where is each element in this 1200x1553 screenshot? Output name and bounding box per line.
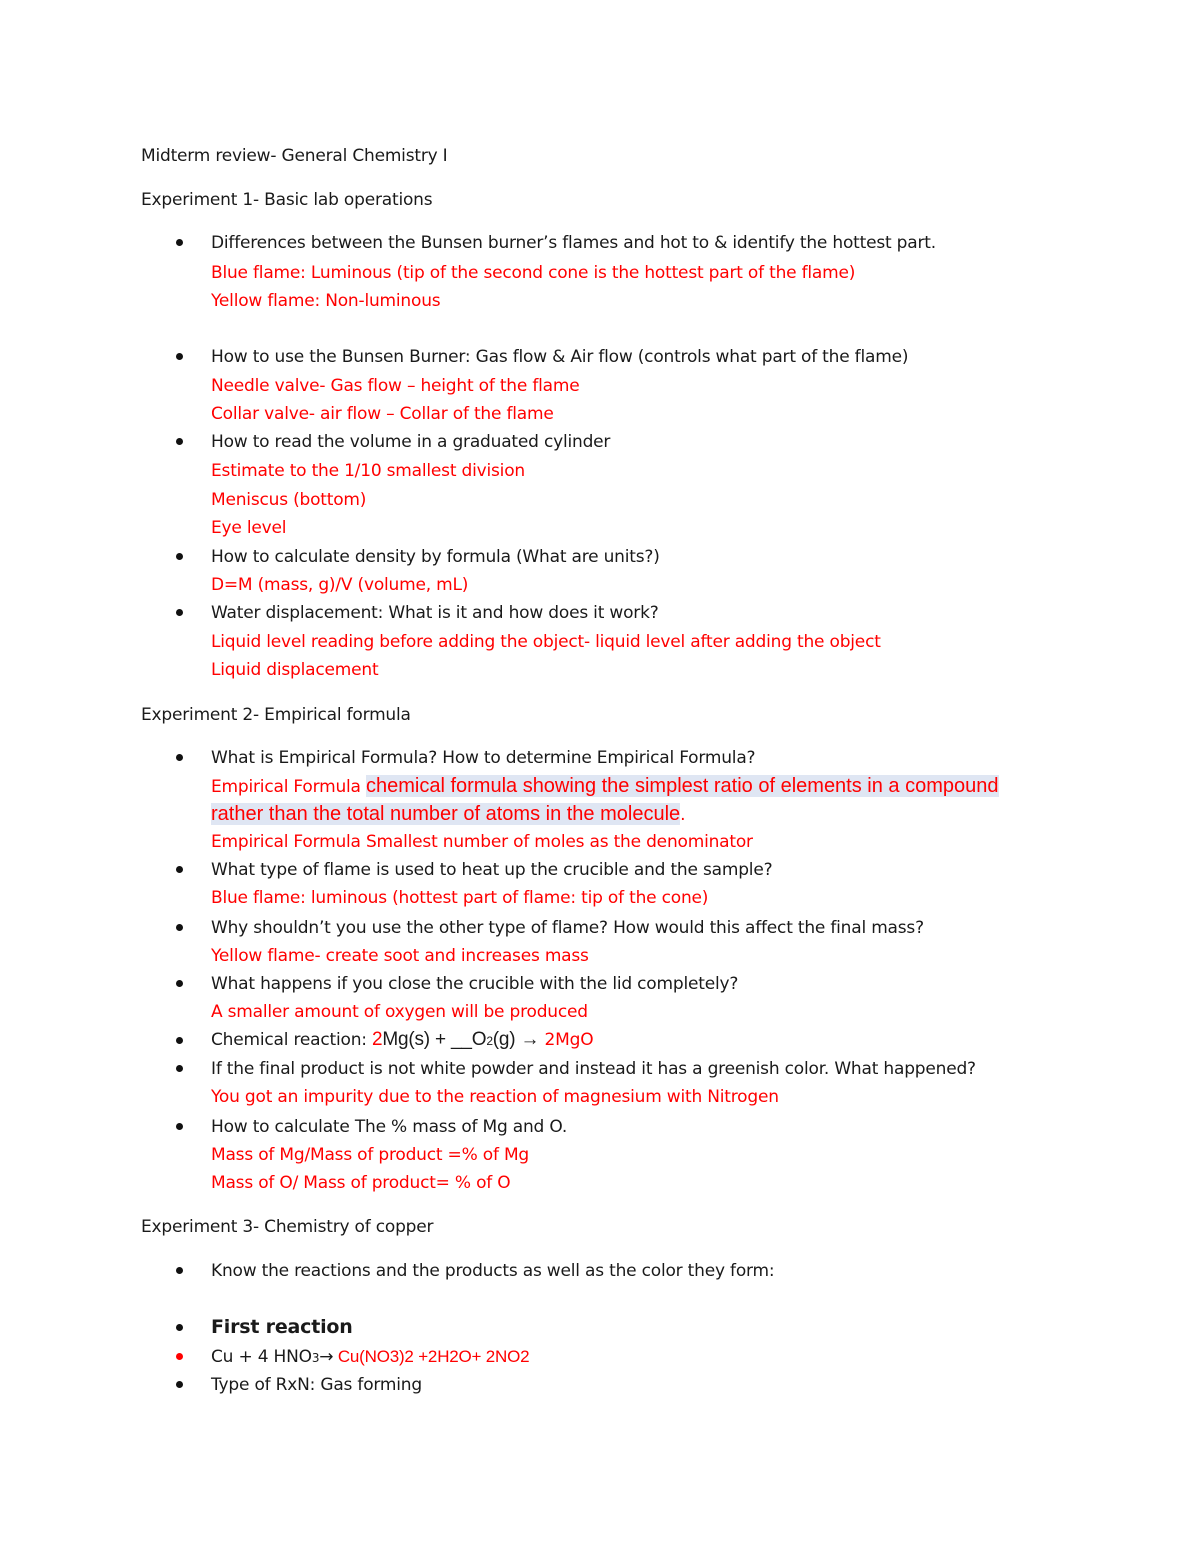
first-reaction-heading: First reaction (211, 1316, 353, 1338)
exp2-answer-6: You got an impurity due to the reaction of magnesium with Nitrogen (211, 1087, 779, 1107)
bullet (176, 1324, 183, 1331)
reaction-equation: Mg(s) + __O (382, 1029, 487, 1050)
exp1-answer-5b: Liquid displacement (211, 660, 379, 680)
copper-reaction (211, 1346, 529, 1369)
bullet (176, 1123, 183, 1130)
exp1-answer-3a: Estimate to the 1/10 smallest division (211, 461, 525, 481)
exp2-answer-2: Blue flame: luminous (hottest part of flame: tip of the cone) (211, 888, 709, 908)
exp1-answer-2a: Needle valve- Gas flow – height of the flame (211, 376, 580, 396)
exp2-chemical-reaction (211, 1029, 593, 1052)
exp2-question-6: If the final product is not white powder and instead it has a greenish color. What happened? (211, 1059, 976, 1079)
reaction-product: 2MgO (539, 1030, 594, 1050)
exp2-question-4: What happens if you close the crucible with the lid completely? (211, 974, 739, 994)
exp2-answer-7a: Mass of Mg/Mass of product =% of Mg (211, 1145, 530, 1165)
bullet (176, 1037, 183, 1044)
highlighted-definition-line1: chemical formula showing the simplest ratio of elements in a compound (365, 775, 999, 797)
exp1-question-4: How to calculate density by formula (What are units?) (211, 547, 660, 567)
exp2-question-2: What type of flame is used to heat up the crucible and the sample? (211, 860, 773, 880)
exp2-answer-1-prefix: Empirical Formula (211, 777, 366, 797)
exp1-answer-4: D=M (mass, g)/V (volume, mL) (211, 575, 469, 595)
bullet (176, 438, 183, 445)
reaction-type: Type of RxN: Gas forming (211, 1375, 422, 1395)
bullet (176, 866, 183, 873)
bullet (176, 980, 183, 987)
exp1-answer-3c: Eye level (211, 518, 287, 538)
exp2-answer-7b: Mass of O/ Mass of product= % of O (211, 1173, 511, 1193)
exp1-answer-1b: Yellow flame: Non-luminous (211, 291, 441, 311)
exp2-answer-4: A smaller amount of oxygen will be produced (211, 1002, 588, 1022)
exp2-answer-1b: Empirical Formula Smallest number of moles as the denominator (211, 832, 753, 852)
arrow-icon: → (520, 1029, 540, 1050)
exp1-question-3: How to read the volume in a graduated cylinder (211, 432, 611, 452)
bullet (176, 924, 183, 931)
highlighted-definition-line2: rather than the total number of atoms in the molecule (211, 803, 681, 825)
bullet (176, 1065, 183, 1072)
exp1-answer-1a: Blue flame: Luminous (tip of the second cone is the hottest part of the flame) (211, 263, 856, 283)
bullet (176, 754, 183, 761)
exp1-question-5: Water displacement: What is it and how does it work? (211, 603, 659, 623)
bullet (176, 1267, 183, 1274)
exp2-answer-3: Yellow flame- create soot and increases mass (211, 946, 589, 966)
exp2-answer-1-period: . (680, 805, 686, 825)
exp2-question-7: How to calculate The % mass of Mg and O. (211, 1117, 568, 1137)
exp1-heading: Experiment 1- Basic lab operations (141, 190, 433, 210)
reaction-reactants: Cu + 4 HNO (211, 1347, 312, 1367)
exp2-answer-1-line1 (211, 775, 999, 798)
bullet (176, 239, 183, 246)
reaction-subscript: 2 (486, 1034, 493, 1048)
exp1-answer-3b: Meniscus (bottom) (211, 490, 367, 510)
exp2-heading: Experiment 2- Empirical formula (141, 705, 411, 725)
reaction-equation-2: (g) (492, 1029, 521, 1050)
bullet (176, 1353, 183, 1360)
exp1-answer-2b: Collar valve- air flow – Collar of the flame (211, 404, 554, 424)
exp1-question-1: Differences between the Bunsen burner’s flames and hot to & identify the hottest part. (211, 233, 936, 253)
exp1-answer-5a: Liquid level reading before adding the object- liquid level after adding the object (211, 632, 881, 652)
reaction-coefficient: 2 (372, 1029, 383, 1050)
exp1-question-2: How to use the Bunsen Burner: Gas flow & Air flow (controls what part of the flame) (211, 347, 909, 367)
reaction-label: Chemical reaction: (211, 1030, 373, 1050)
reaction-subscript: 3 (311, 1351, 320, 1365)
arrow-icon: → (319, 1347, 334, 1367)
exp2-question-3: Why shouldn’t you use the other type of flame? How would this affect the final mass? (211, 918, 924, 938)
bullet (176, 1381, 183, 1388)
exp3-question-1: Know the reactions and the products as well as the color they form: (211, 1261, 775, 1281)
document-title: Midterm review- General Chemistry I (141, 146, 448, 166)
exp2-question-1: What is Empirical Formula? How to determine Empirical Formula? (211, 748, 756, 768)
reaction-products: Cu(NO3)2 +2H2O+ 2NO2 (333, 1347, 530, 1366)
bullet (176, 609, 183, 616)
exp3-heading: Experiment 3- Chemistry of copper (141, 1217, 434, 1237)
bullet (176, 353, 183, 360)
bullet (176, 553, 183, 560)
exp2-answer-1-line2 (211, 803, 685, 826)
